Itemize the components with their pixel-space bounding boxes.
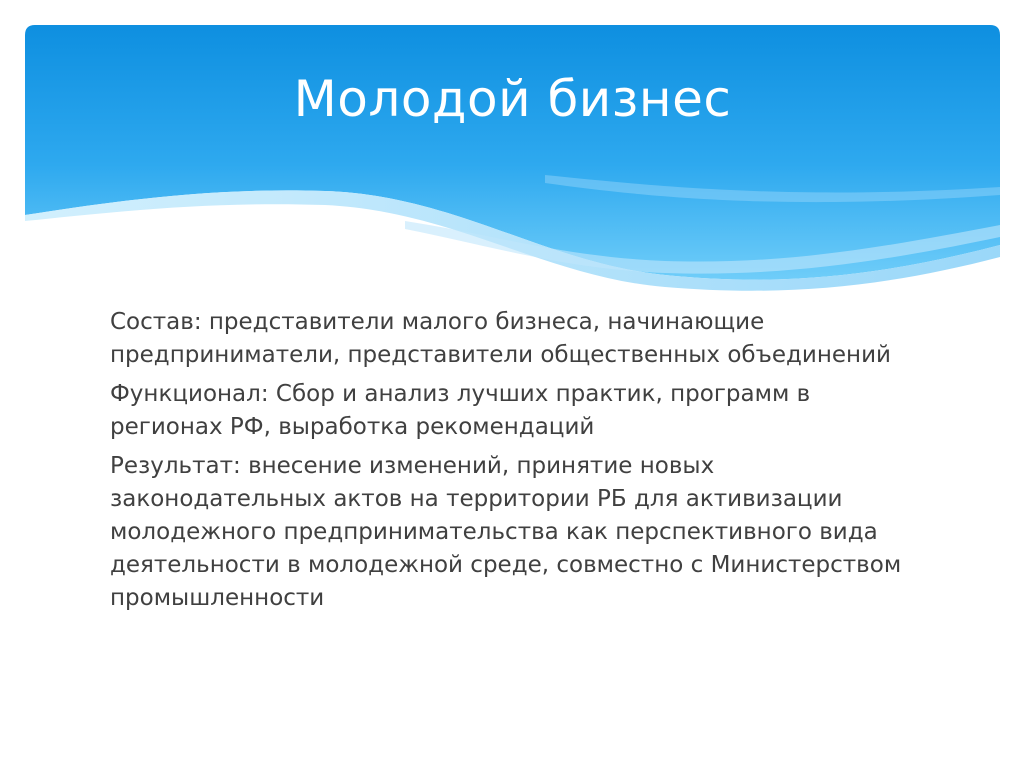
paragraph-functions: Функционал: Сбор и анализ лучших практик, программ в регионах РФ, выработка рекомендаций	[110, 381, 811, 440]
wave-background	[25, 25, 1000, 295]
slide-body	[110, 306, 930, 621]
paragraph-composition: Состав: представители малого бизнеса, начинающие предприниматели, представители общественных объединений	[110, 309, 891, 368]
header-wave-band	[25, 25, 1000, 295]
slide-title: Молодой бизнес	[293, 70, 732, 128]
paragraph-result: Результат: внесение изменений, принятие новых законодательных актов на территории РБ для активизации молодежного предпринимательства как перспективного вида деятельности в молодежной среде, совместно с Министерством промышленности	[110, 453, 902, 611]
